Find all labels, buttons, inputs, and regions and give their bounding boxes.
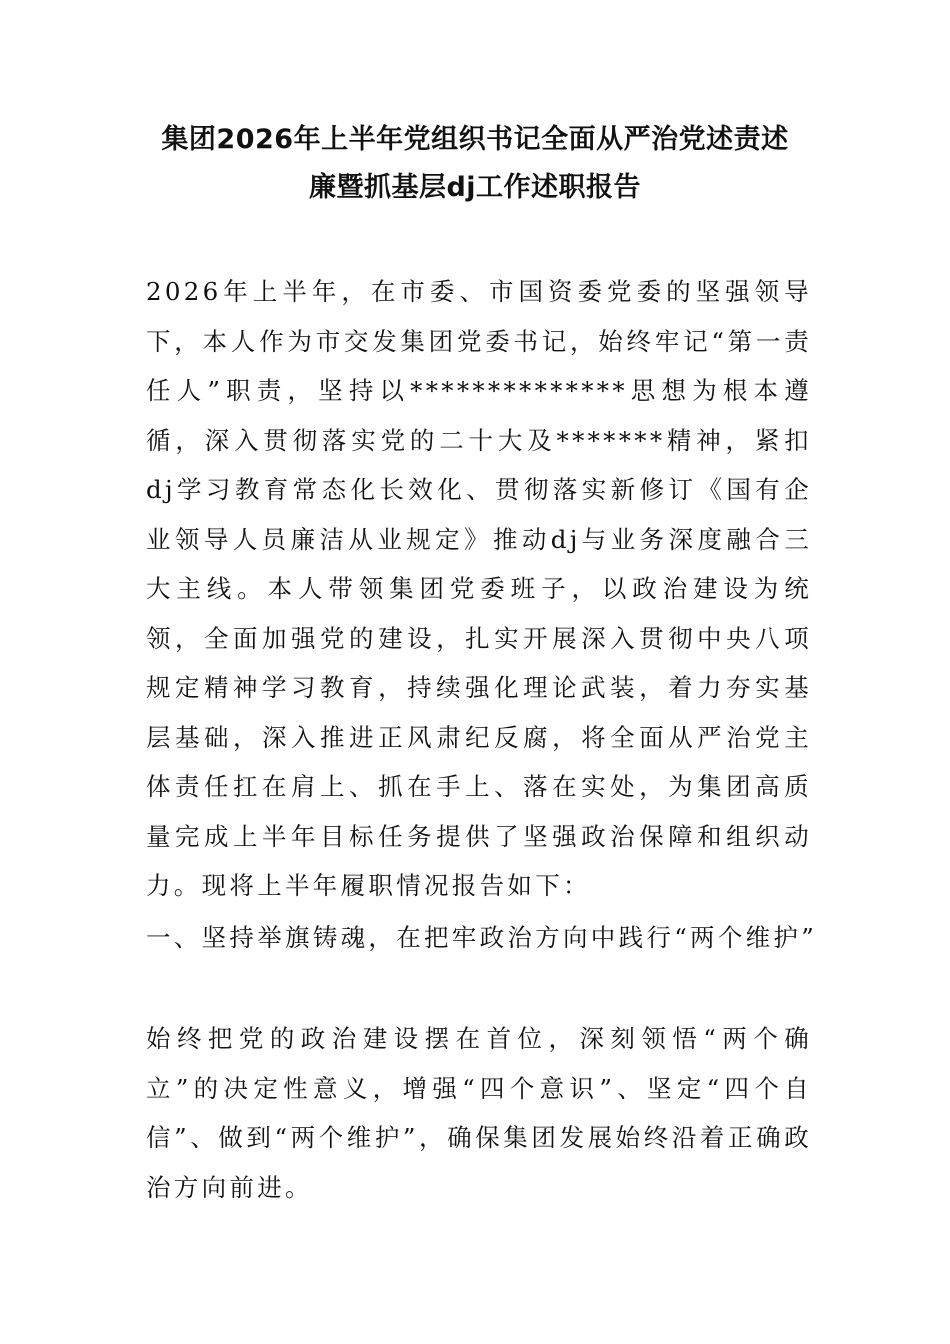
intro-paragraph: 2026年上半年，在市委、市国资委党委的坚强领导下，本人作为市交发集团党委书记，始终牢记“第一责任人”职责，坚持以**************思想为根本遵循，深入贯彻落实党的二十大及*******精神，紧扣dj学习教育常态化长效化、贯彻落实新修订《国有企业领导人员廉洁从业规定》推动dj与业务深度融合三大主线。本人带领集团党委班子，以政治建设为统领，全面加强党的建设，扎实开展深入贯彻中央八项规定精神学习教育，持续强化理论武装，着力夯实基层基础，深入推进正风肃纪反腐，将全面从严治党主体责任扛在肩上、抓在手上、落在实处，为集团高质量完成上半年目标任务提供了坚强政治保障和组织动力。现将上半年履职情况报告如下： (146, 277, 812, 900)
section-1-paragraph: 始终把党的政治建设摆在首位，深刻领悟“两个确立”的决定性意义，增强“四个意识”、坚定“四个自信”、做到“两个维护”，确保集团发展始终沿着正确政治方向前进。 (146, 1024, 812, 1202)
document-title-line-2: 廉暨抓基层dj工作述职报告 (308, 172, 642, 203)
section-1-heading: 一、坚持举旗铸魂，在把牢政治方向中践行“两个维护” (146, 923, 818, 952)
document-title-line-1: 集团2026年上半年党组织书记全面从严治党述责述 (161, 124, 789, 155)
